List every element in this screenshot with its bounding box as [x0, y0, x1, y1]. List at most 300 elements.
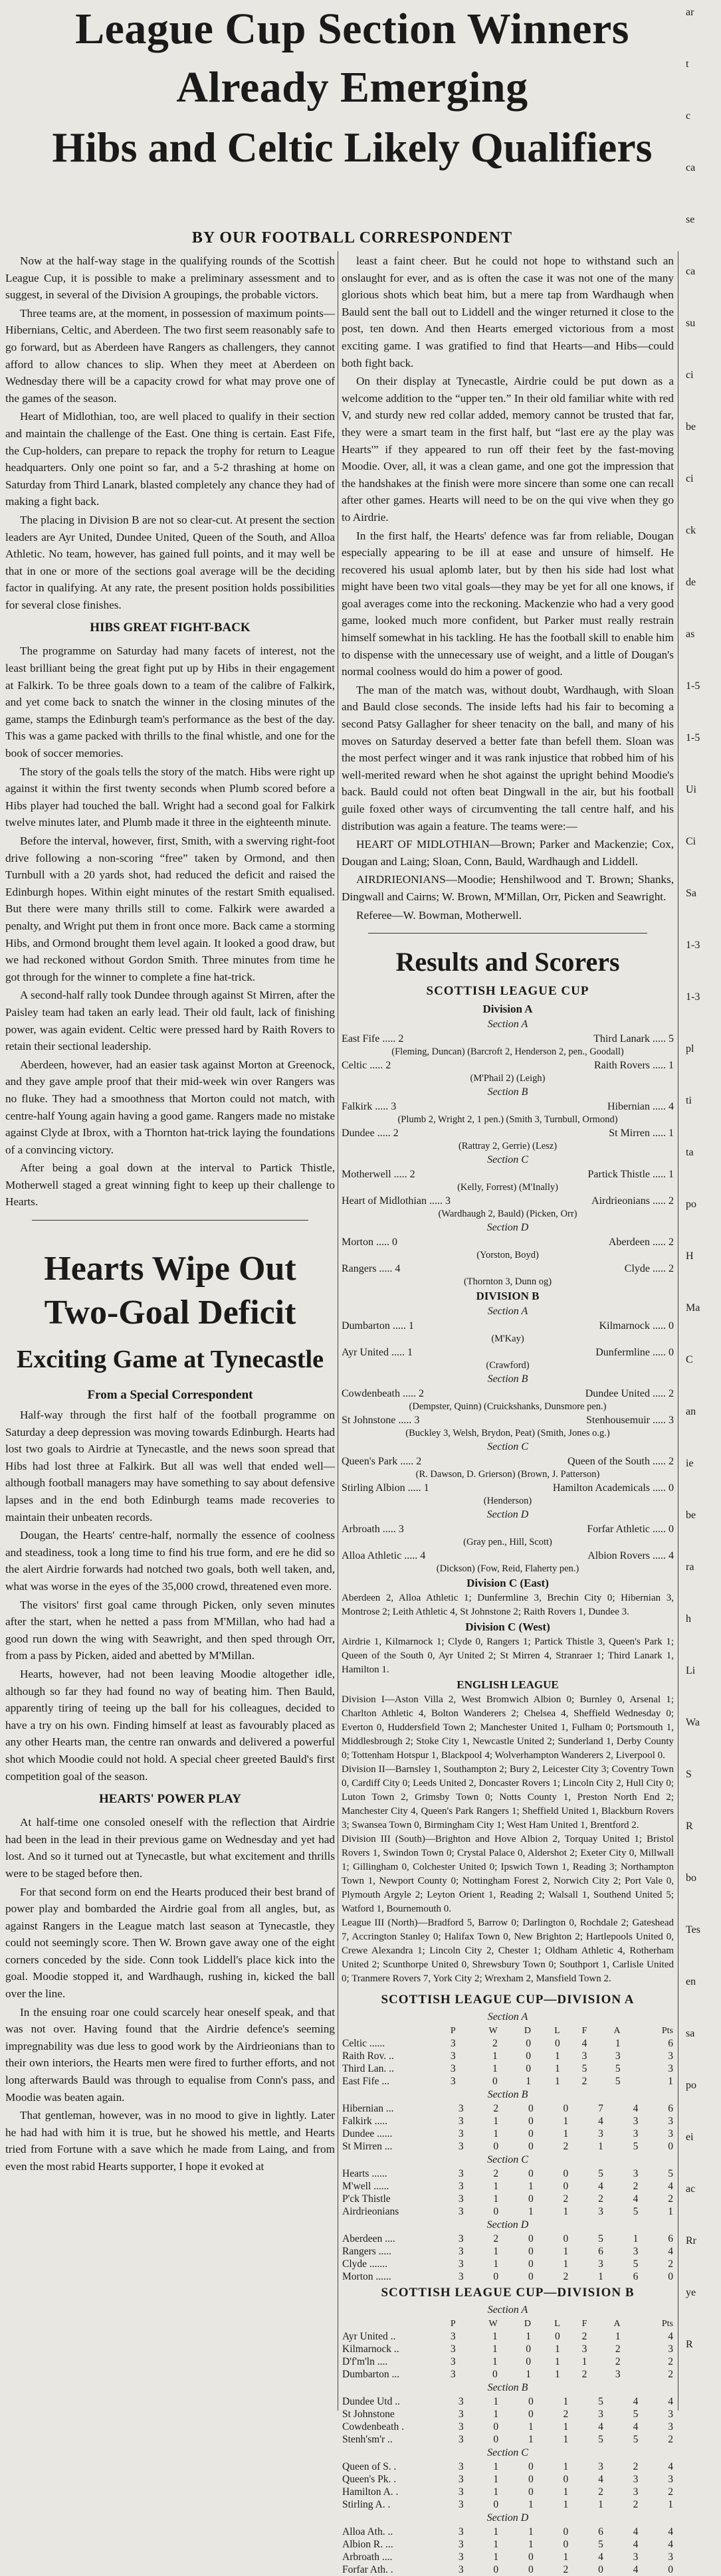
table-cell: 5	[668, 2168, 673, 2180]
table-cell: 3	[615, 2050, 621, 2062]
table-cell: 6	[633, 2271, 639, 2283]
table-cell: 1	[563, 2551, 569, 2563]
table-header-cell: F	[581, 2319, 587, 2329]
section-heading: Section B	[487, 1373, 528, 1385]
table-row	[342, 2128, 674, 2140]
table-cell: 3	[458, 2206, 464, 2218]
table-cell: Ayr United ..	[342, 2331, 396, 2343]
table-cell: 3	[633, 2246, 639, 2258]
table-cell: 2	[668, 2356, 673, 2368]
edge-text-fragment: R	[686, 1821, 693, 1832]
table-cell: 1	[493, 2116, 499, 2128]
home-team-score: Stirling Albion ..... 1	[342, 1482, 429, 1494]
table-cell: 1	[563, 2116, 569, 2128]
result-row	[342, 1262, 674, 1276]
table-cell: 5	[598, 2539, 603, 2551]
goal-scorers: (Thornton 3, Dunn og)	[463, 1276, 552, 1288]
edge-text-fragment: 1-3	[686, 991, 700, 1003]
table-division-a-heading: SCOTTISH LEAGUE CUP—DIVISION A	[381, 1993, 635, 2007]
table-cell: 2	[581, 2369, 587, 2381]
paragraph: In the first half, the Hearts' defence was far from reliable, Dougan especially appearing to be ill at ease and unsure of himself. He recovered his usual aplomb later, but by then his side had lost what might have been two vital goals—they may be yet for all one knows, if goal averages come into the reckoning. Mackenzie who had a very good game, looked much more confident, but Parker must really restrain himself somewhat in his tackling. He has the football skill to enable him to dispense with the unnecessary use of weight, and a little of Dougan's normal coolness would do him a power of good.	[342, 529, 674, 678]
goal-scorers: (Henderson)	[483, 1496, 532, 1507]
table-cell: 1	[493, 2181, 499, 2193]
table-cell: 0	[528, 2474, 534, 2486]
table-cell: 3	[458, 2499, 464, 2511]
table-cell: 1	[493, 2539, 499, 2551]
section-heading: Section B	[487, 1086, 528, 1098]
table-cell: 0	[528, 2141, 534, 2153]
table-cell: Kilmarnock ..	[342, 2343, 399, 2355]
table-cell: 0	[526, 2038, 531, 2050]
edge-text-fragment: be	[686, 421, 696, 433]
table-cell: 5	[633, 2434, 639, 2446]
edge-text-fragment: ca	[686, 266, 696, 277]
table-cell: 3	[458, 2258, 464, 2270]
goal-scorers: (Gray pen., Hill, Scott)	[463, 1537, 552, 1548]
table-cell: 0	[493, 2206, 499, 2218]
paragraph: Referee—W. Bowman, Motherwell.	[356, 908, 522, 922]
table-cell: Raith Rov. ..	[342, 2050, 394, 2062]
table-row	[342, 2486, 674, 2498]
table-row	[342, 2232, 674, 2245]
table-row	[342, 2551, 674, 2563]
table-section-heading: Section D	[486, 2512, 529, 2524]
edge-text-fragment: be	[686, 1510, 696, 1521]
table-row	[342, 2355, 674, 2368]
edge-text-fragment: su	[686, 318, 696, 329]
table-cell: 3	[668, 2128, 673, 2140]
section-heading: Section A	[487, 1306, 528, 1318]
table-cell: 3	[458, 2168, 464, 2180]
away-team-score: Hibernian ..... 4	[607, 1101, 674, 1113]
table-cell: 0	[563, 2233, 569, 2245]
paragraph: Dougan, the Hearts' centre-half, normally the essence of coolness and steadiness, took a long time to find his true form, and ere he did so the alert Airdrie forwards had notched two goals, both well taken, and, what was worse in the eyes of the 35,000 crowd, threatened even more.	[5, 1529, 335, 1593]
result-row	[342, 1167, 674, 1181]
table-cell: 3	[668, 2409, 673, 2421]
home-team-score: Morton ..... 0	[342, 1237, 397, 1248]
table-cell: 1	[528, 2539, 534, 2551]
table-cell: 3	[668, 2050, 673, 2062]
table-cell: 0	[528, 2233, 534, 2245]
edge-text-fragment: ck	[686, 525, 696, 536]
table-cell: 3	[450, 2038, 456, 2050]
table-cell: 4	[598, 2181, 603, 2193]
edge-text-fragment: Wa	[686, 1717, 700, 1728]
table-cell: 5	[615, 2063, 621, 2075]
table-cell: 0	[493, 2141, 499, 2153]
away-team-score: St Mirren ..... 1	[609, 1128, 674, 1139]
table-cell: 3	[633, 2486, 639, 2498]
table-row	[342, 2368, 674, 2381]
table-cell: 2	[581, 2076, 587, 2088]
table-cell: 1	[493, 2461, 499, 2473]
result-row	[342, 1345, 674, 1359]
table-cell: 1	[528, 2526, 534, 2538]
table-cell: 3	[458, 2421, 464, 2433]
table-cell: 1	[493, 2246, 499, 2258]
table-cell: 2	[668, 2369, 673, 2381]
table-cell: 2	[492, 2038, 498, 2050]
table-cell: 3	[581, 2050, 587, 2062]
table-cell: 3	[668, 2063, 673, 2075]
table-cell: 3	[458, 2486, 464, 2498]
paragraph: On their display at Tynecastle, Airdrie could be put down as a welcome addition to the “upper ten.” In their old familiar white with red V, and sturdy new red collar added, memory cannot be trusted that far, they were a smart team in the first half, but “last ere ay the play was Hearts'” if they appeared to run off their feet by the fast-moving Moodie. Over, all, it was a clean game, and one got the impression that the handshakes at the finish were more sincere than some one can recall after other games. Hearts will need to be on the qui vive when they go to Airdrie.	[342, 375, 674, 524]
table-cell: 4	[668, 2396, 673, 2408]
table-cell: 1	[555, 2356, 560, 2368]
paragraph: The placing in Division B are not so clear-cut. At present the section leaders are Ayr United, Dundee United, Queen of the South, and Alloa Athletic. No team, however, has gained full points, and it may well be that in one or more of the sections goal average will be the deciding factor in qualifying. At any rate, the present position holds possibilities for several close finishes.	[5, 513, 335, 611]
table-cell: 3	[450, 2369, 456, 2381]
table-cell: 0	[528, 2486, 534, 2498]
table-cell: 0	[528, 2564, 534, 2576]
section-heading: Section D	[486, 1509, 529, 1521]
home-team-score: Ayr United ..... 1	[342, 1347, 413, 1359]
table-cell: 3	[458, 2461, 464, 2473]
league-table	[342, 2232, 674, 2283]
table-cell: 2	[493, 2103, 499, 2115]
table-cell: 3	[668, 2421, 673, 2433]
table-cell: 3	[598, 2409, 603, 2421]
table-cell: D'f'm'ln ....	[342, 2356, 388, 2368]
table-cell: 1	[563, 2434, 569, 2446]
table-cell: M'well ......	[342, 2181, 389, 2193]
table-cell: 0	[526, 2063, 531, 2075]
table-cell: 1	[493, 2409, 499, 2421]
away-team-score: Albion Rovers ..... 4	[587, 1550, 674, 1562]
table-cell: 4	[598, 2421, 603, 2433]
edge-text-fragment: ti	[686, 1095, 692, 1106]
table-cell: 5	[598, 2434, 603, 2446]
away-team-score: Queen of the South ..... 2	[567, 1456, 674, 1468]
table-cell: 0	[668, 2271, 673, 2283]
table-cell: 2	[615, 2343, 621, 2355]
table-cell: 4	[668, 2246, 673, 2258]
english-league-results: Division II—Barnsley 1, Southampton 2; Bury 2, Leicester City 3; Coventry Town 0, Cardiff City 0; Leeds United 2, Doncaster Rovers 1; Lincoln City 2, Hull City 0; Luton Town 2, Grimsby Town 0; Notts County 1, Preston North End 2; Manchester City 4, Queen's Park Rangers 1; Sheffield United 1, Blackburn Rovers 3; Swansea Town 0, Birmingham City 1; West Ham United 1, Brentford 2.	[342, 1764, 674, 1831]
table-row	[342, 2180, 674, 2193]
table-cell: Aberdeen ....	[342, 2233, 395, 2245]
table-cell: 1	[493, 2258, 499, 2270]
headline-line-2: Already Emerging	[176, 63, 528, 112]
away-team-score: Raith Rovers ..... 1	[594, 1060, 674, 1072]
table-row	[342, 2258, 674, 2270]
table-cell: 0	[563, 2103, 569, 2115]
table-row	[342, 2343, 674, 2355]
subhead-hibs-fight-back: HIBS GREAT FIGHT-BACK	[90, 621, 251, 635]
correspondent-line: From a Special Correspondent	[87, 1388, 253, 1403]
goal-scorers: (Dempster, Quinn) (Cruickshanks, Dunsmore pen.)	[409, 1401, 607, 1413]
table-cell: 1	[493, 2551, 499, 2563]
division-c-west-heading: Division C (West)	[465, 1621, 550, 1634]
paragraph: In the ensuing roar one could scarcely hear oneself speak, and that was not over. Having found that the Airdrie defence's seeming impregnability was due less to good work by the Airdrieonians than to their own interiors, the Hearts men were fired to further efforts, and not long afterwards Bauld was through to equalise from Conn's pass, and Moodie was beaten again.	[5, 2005, 335, 2104]
table-cell: 3	[668, 2474, 673, 2486]
table-cell: 0	[528, 2271, 534, 2283]
table-cell: 2	[598, 2486, 603, 2498]
home-team-score: Motherwell ..... 2	[342, 1169, 415, 1181]
table-cell: 5	[598, 2233, 603, 2245]
table-cell: Alloa Ath. ..	[342, 2526, 393, 2538]
table-cell: 0	[492, 2076, 498, 2088]
results-heading: Results and Scorers	[395, 947, 620, 977]
away-team-score: Aberdeen ..... 2	[608, 1237, 674, 1248]
result-row	[342, 1126, 674, 1140]
paragraph: Heart of Midlothian, too, are well placed to qualify in their section and maintain the challenge of the East. One thing is certain. East Fife, the Cup-holders, can prepare to repack the trophy for return to League headquarters. Only one point so far, and a 5-2 thrashing at home on Saturday from Third Lanark, blasted completely any chance they had of making a fight back.	[5, 410, 335, 508]
table-cell: 1	[493, 2193, 499, 2205]
table-cell: 1	[555, 2050, 560, 2062]
paragraph: Hearts, however, had not been leaving Moodie altogether idle, although so far they had found no way of beating him. Then Bauld, apparently tiring of teeing up the ball for his colleagues, decided to have a try on his own. Finding himself at least as favourably placed as any other Hearts man, the centre ran onwards and delivered a powerful shot which Moodie could not hold. A special cheer greeted Bauld's first competition goal of the season.	[5, 1667, 335, 1783]
league-table	[342, 2395, 674, 2446]
edge-text-fragment: h	[686, 1613, 691, 1625]
table-cell: 2	[598, 2193, 603, 2205]
table-cell: 0	[492, 2369, 498, 2381]
table-section-heading: Section A	[487, 2304, 528, 2316]
paragraph: At half-time one consoled oneself with the reflection that Airdrie had been in the lead in their previous game on Wednesday and yet had lost. And so it turned out at Tynecastle, but what excitement and thrills were to be staged before then.	[5, 1816, 335, 1880]
table-row	[342, 2408, 674, 2421]
table-cell: Forfar Ath. .	[342, 2564, 393, 2576]
away-team-score: Dunfermline ..... 0	[595, 1347, 674, 1359]
table-header-cell: F	[581, 2026, 587, 2036]
table-cell: 2	[563, 2271, 569, 2283]
table-cell: Dundee ......	[342, 2128, 393, 2140]
table-cell: 0	[563, 2181, 569, 2193]
table-cell: 4	[668, 2461, 673, 2473]
table-cell: Arbroath ....	[342, 2551, 393, 2563]
division-c-east-heading: Division C (East)	[466, 1577, 549, 1590]
league-table	[342, 2025, 674, 2088]
table-cell: 0	[526, 2343, 531, 2355]
table-cell: 3	[458, 2551, 464, 2563]
section-divider	[32, 1220, 308, 1221]
result-row	[342, 1058, 674, 1072]
table-cell: 1	[555, 2343, 560, 2355]
table-cell: 7	[598, 2103, 603, 2115]
table-cell: 1	[633, 2233, 639, 2245]
home-team-score: Rangers ..... 4	[342, 1263, 401, 1275]
table-cell: Queen's Pk. .	[342, 2474, 397, 2486]
table-cell: 0	[526, 2356, 531, 2368]
table-cell: 6	[668, 2103, 673, 2115]
table-header-row	[342, 2318, 674, 2330]
table-cell: 0	[598, 2564, 603, 2576]
result-row	[342, 1100, 674, 1114]
table-cell: 1	[668, 2206, 673, 2218]
league-table	[342, 2167, 674, 2218]
paragraph: The man of the match was, without doubt, Wardhaugh, with Sloan and Bauld close seconds. The inside lefts had his fair to becoming a second Patsy Gallagher for sheer tenacity on the ball, and many of his moves on Saturday deserved a better fate than befell them. Sloan was the most perfect winger and it was rank injustice that robbed him of his well-merited reward when he shot against the upright behind Moodie's back. Bauld could not often beat Dingwall in the air, but his football guile foxed other ways of circumventing the tall centre half, and his distribution was again a feature. The teams were:—	[342, 683, 674, 833]
edge-text-fragment: c	[686, 110, 691, 122]
table-cell: 4	[668, 2181, 673, 2193]
table-cell: 1	[598, 2141, 603, 2153]
paragraph: AIRDRIEONIANS—Moodie; Henshilwood and T. Brown; Shanks, Dingwall and Cairns; W. Brown, M'Millan, Orr, Picken and Seawright.	[342, 873, 674, 903]
table-header-cell: A	[613, 2319, 621, 2329]
table-cell: 0	[528, 2193, 534, 2205]
table-cell: 2	[493, 2168, 499, 2180]
table-cell: 3	[450, 2063, 456, 2075]
adjacent-column-fragment	[682, 0, 721, 2417]
away-team-score: Third Lanark ..... 5	[593, 1033, 674, 1045]
table-cell: Hamilton A. .	[342, 2486, 399, 2498]
edge-text-fragment: 1-5	[686, 680, 700, 692]
table-cell: 5	[598, 2396, 603, 2408]
goal-scorers: (M'Phail 2) (Leigh)	[470, 1073, 546, 1084]
table-header-cell: Pts	[661, 2319, 673, 2329]
table-cell: 4	[633, 2564, 639, 2576]
edge-text-fragment: de	[686, 577, 696, 588]
table-cell: 1	[563, 2461, 569, 2473]
edge-text-fragment: ie	[686, 1458, 694, 1469]
table-cell: 4	[633, 2193, 639, 2205]
table-cell: 1	[492, 2063, 498, 2075]
table-cell: Hearts ......	[342, 2168, 387, 2180]
table-cell: 1	[528, 2421, 534, 2433]
table-cell: 0	[528, 2168, 534, 2180]
paragraph: The programme on Saturday had many facets of interest, not the least brilliant being the great fight put up by Hibs in their engagement at Falkirk. To be three goals down to a team of the calibre of Falkirk, and yet come back to snatch the winner in the closing minutes of the game, stamps the Edinburgh team's performance as the best of the day. This was a game packed with thrills to the final whistle, and one for the book of soccer memories.	[5, 644, 335, 760]
table-cell: 1	[563, 2128, 569, 2140]
table-cell: 3	[581, 2343, 587, 2355]
table-cell: Rangers .....	[342, 2246, 392, 2258]
table-cell: 0	[528, 2396, 534, 2408]
paragraph: Three teams are, at the moment, in possession of maximum points—Hibernians, Celtic, and Aberdeen. The two first seem reasonably safe to go forward, but as Aberdeen have Rangers as challengers, they cannot afford to allow chances to slip. When they meet at Aberdeen on Wednesday there will be a capacity crowd for what may prove one of the games of the season.	[5, 306, 335, 405]
english-league-heading: ENGLISH LEAGUE	[457, 1678, 559, 1692]
league-cup-heading: SCOTTISH LEAGUE CUP	[426, 984, 589, 999]
result-row	[342, 1387, 674, 1401]
table-cell: 5	[598, 2168, 603, 2180]
edge-text-fragment: H	[686, 1250, 694, 1262]
table-cell: 4	[633, 2526, 639, 2538]
edge-text-fragment: ye	[686, 2287, 696, 2298]
away-team-score: Stenhousemuir ..... 3	[586, 1415, 674, 1427]
table-row	[342, 2062, 674, 2075]
table-cell: 1	[526, 2331, 531, 2343]
table-cell: 0	[668, 2564, 673, 2576]
table-cell: 6	[598, 2526, 603, 2538]
table-header-cell: Pts	[661, 2026, 673, 2036]
edge-text-fragment: ar	[686, 7, 694, 18]
table-cell: 1	[492, 2343, 498, 2355]
table-cell: 1	[563, 2258, 569, 2270]
edge-text-fragment: t	[686, 58, 689, 70]
english-league-results: Division III (South)—Brighton and Hove Albion 2, Torquay United 1; Bristol Rovers 1, Swindon Town 0; Crystal Palace 0, Aldershot 2; Exeter City 0, Millwall 1; Gillingham 0, Colchester United 0; Ipswich Town 1, Reading 3; Northampton Town 1, Newport County 0; Nottingham Forest 2, Norwich City 2; Port Vale 0, Plymouth Argyle 2; Leyton Orient 1, Reading 2; Walsall 1, Southend United 5; Watford 1, Bournemouth 0.	[342, 1834, 674, 1915]
edge-text-fragment: ta	[686, 1147, 694, 1158]
table-cell: 1	[528, 2434, 534, 2446]
edge-text-fragment: Ui	[686, 784, 696, 795]
goal-scorers: (Wardhaugh 2, Bauld) (Picken, Orr)	[438, 1209, 577, 1220]
table-cell: 1	[492, 2331, 498, 2343]
away-team-score: Hamilton Academicals ..... 0	[552, 1482, 674, 1494]
edge-text-fragment: R	[686, 2339, 693, 2350]
edge-text-fragment: po	[686, 2080, 696, 2091]
table-cell: 3	[598, 2258, 603, 2270]
table-cell: 2	[633, 2461, 639, 2473]
table-cell: 1	[563, 2206, 569, 2218]
table-cell: 3	[668, 2343, 673, 2355]
table-cell: 0	[493, 2421, 499, 2433]
table-cell: St Johnstone	[342, 2409, 395, 2421]
table-row	[342, 2563, 674, 2576]
table-cell: 3	[450, 2331, 456, 2343]
headline-line-1: League Cup Section Winners	[75, 5, 629, 53]
table-header-cell: W	[488, 2319, 498, 2329]
edge-text-fragment: Sa	[686, 888, 696, 899]
table-cell: Clyde .......	[342, 2258, 388, 2270]
table-cell: 2	[563, 2193, 569, 2205]
table-cell: 1	[493, 2396, 499, 2408]
column-2	[342, 252, 674, 2576]
paragraph: That gentleman, however, was in no mood to give in lightly. Later he had had with him it is true, but he showed his mettle, and Hearts tried from Fortune with a save which he made from Laing, and from even the most rabid Hearts supporter, I hope it evoked at	[5, 2109, 335, 2173]
table-row	[342, 2102, 674, 2115]
table-row	[342, 2498, 674, 2511]
goal-scorers: (Plumb 2, Wright 2, 1 pen.) (Smith 3, Turnbull, Ormond)	[397, 1114, 618, 1126]
home-team-score: Heart of Midlothian ..... 3	[342, 1195, 451, 1207]
away-team-score: Dundee United ..... 2	[585, 1388, 674, 1400]
table-row	[342, 2538, 674, 2551]
table-cell: 4	[668, 2539, 673, 2551]
table-row	[342, 2330, 674, 2343]
home-team-score: East Fife ..... 2	[342, 1033, 404, 1045]
table-cell: 6	[668, 2038, 673, 2050]
table-cell: 1	[615, 2331, 621, 2343]
table-cell: Stirling A. .	[342, 2499, 391, 2511]
edge-text-fragment: Ma	[686, 1302, 700, 1314]
table-cell: 0	[493, 2564, 499, 2576]
table-section-heading: Section D	[486, 2219, 529, 2231]
edge-text-fragment: ra	[686, 1561, 694, 1573]
league-table	[342, 2102, 674, 2153]
section-divider	[368, 933, 647, 934]
section-heading: Section C	[487, 1441, 528, 1453]
league-table	[342, 2318, 674, 2381]
goal-scorers: (Fleming, Duncan) (Barcroft 2, Henderson 2, pen., Goodall)	[391, 1046, 624, 1058]
paragraph: A second-half rally took Dundee through against St Mirren, after the Paisley team had taken an early lead. Their old fault, lack of finishing power, was again evident. Celtic were pressed hard by Raith Rovers to retain their sectional leadership.	[5, 989, 335, 1053]
home-team-score: Cowdenbeath ..... 2	[342, 1388, 424, 1400]
table-cell: 3	[450, 2356, 456, 2368]
table-cell: 1	[493, 2128, 499, 2140]
paragraph: Half-way through the first half of the football programme on Saturday a deep depression was moving towards Edinburgh. Hearts had lost two goals to Airdrie at Tynecastle, and the news soon spread that Hibs had lost three at Falkirk. But all was well that ended well—although football managers may have something to say about defensive lapses and in the end both Edinburgh teams made recoveries to maintain their unbeaten records.	[5, 1409, 335, 1524]
table-cell: 2	[668, 2193, 673, 2205]
table-cell: 1	[581, 2356, 587, 2368]
table-cell: 0	[528, 2461, 534, 2473]
paragraph: For that second form on end the Hearts produced their best brand of power play and bombarded the Airdrie goal from all angles, but, as against Rangers in the League match last season at Tynecastle, they could not seemingly score. Then W. Brown gave away one of the eight corners conceded by the side. Conn took Liddell's place kick into the goal. Moodie stopped it, and Wardhaugh, rushing in, kicked the ball over the line.	[5, 1885, 335, 2001]
table-cell: 0	[563, 2168, 569, 2180]
goal-scorers: (Dickson) (Fow, Reid, Flaherty pen.)	[436, 1563, 579, 1575]
result-row	[342, 1413, 674, 1427]
table-cell: 4	[633, 2539, 639, 2551]
table-cell: 0	[528, 2409, 534, 2421]
table-section-heading: Section C	[487, 2447, 528, 2459]
table-row	[342, 2140, 674, 2153]
paragraph: Aberdeen, however, had an easier task against Morton at Greenock, and they gave ample proof that their mid-week win over Rangers was no fluke. They had a smoothness that Morton could not match, with centre-half Young again having a good game. Rangers made no mistake against Clyde at Ibrox, with a Thornton hat-trick laying the foundations of a convincing victory.	[5, 1058, 335, 1156]
table-cell: 1	[555, 2369, 560, 2381]
table-cell: 2	[668, 2486, 673, 2498]
table-cell: Falkirk .....	[342, 2116, 388, 2128]
section-heading: Section C	[487, 1154, 528, 1166]
table-cell: 3	[458, 2564, 464, 2576]
table-header-cell: A	[613, 2026, 621, 2036]
table-cell: 1	[598, 2271, 603, 2283]
home-team-score: St Johnstone ..... 3	[342, 1415, 420, 1427]
table-row	[342, 2395, 674, 2408]
table-cell: 4	[598, 2116, 603, 2128]
table-cell: 6	[598, 2246, 603, 2258]
section-heading: Section A	[487, 1019, 528, 1031]
table-cell: 3	[458, 2193, 464, 2205]
goal-scorers: (Kelly, Forrest) (M'Inally)	[457, 1182, 558, 1193]
table-header-cell: W	[488, 2026, 498, 2036]
table-cell: 4	[598, 2551, 603, 2563]
paragraph: The story of the goals tells the story of the match. Hibs were right up against it within the first twenty seconds when Plumb scored before a Hibs player had touched the ball. Wright had a second goal for Falkirk twelve minutes later, and Plumb made it three in the eighteenth minute.	[5, 765, 335, 829]
paragraph: HEART OF MIDLOTHIAN—Brown; Parker and Mackenzie; Cox, Dougan and Laing; Sloan, Conn, Bauld, Wardhaugh and Liddell.	[342, 838, 674, 868]
table-header-cell	[342, 2025, 429, 2037]
result-row	[342, 1032, 674, 1046]
table-cell: 1	[563, 2396, 569, 2408]
table-cell: 3	[458, 2271, 464, 2283]
